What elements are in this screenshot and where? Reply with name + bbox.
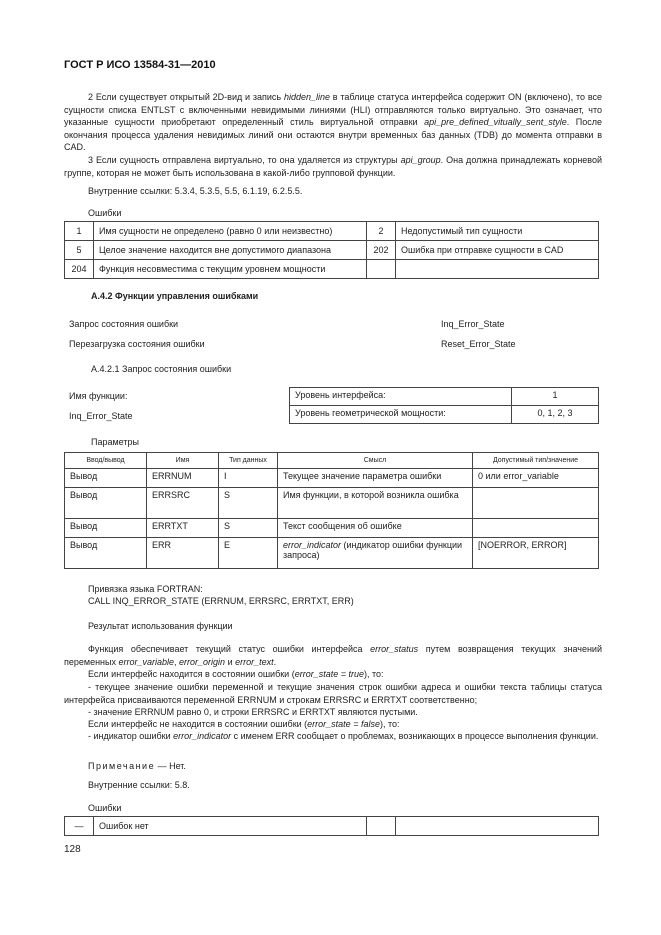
result-para-5: Если интерфейс не находится в состоянии ошибки (error_state = false), то:	[88, 719, 400, 729]
result-para-3: - текущее значение ошибки переменной и текущие значения строк ошибки адреса и ошибки текста таблицы статуса интерфейса присваиваются переменной ERRNUM и строкам ERRSRC и ERRTXT соответственно;	[64, 682, 602, 705]
table-row: 1 Имя сущности не определено (равно 0 или неизвестно) 2 Недопустимый тип сущности	[65, 222, 599, 241]
func-name-value: Inq_Error_State	[69, 411, 133, 421]
table-header-row: Ввод/вывод Имя Тип данных Смысл Допустимый тип/значение	[65, 453, 599, 469]
fortran-binding-label: Привязка языка FORTRAN:	[88, 584, 203, 594]
fortran-call: CALL INQ_ERROR_STATE (ERRNUM, ERRSRC, ERRTXT, ERR)	[88, 596, 354, 606]
section-title: А.4.2 Функции управления ошибками	[91, 291, 259, 301]
table-row: Вывод ERR E error_indicator (индикатор ошибки функции запроса) [NOERROR, ERROR]	[65, 538, 599, 569]
params-label: Параметры	[91, 437, 139, 447]
function-name-2: Перезагрузка состояния ошибки	[69, 339, 205, 349]
function-name-1: Запрос состояния ошибки	[69, 319, 179, 329]
result-para-6: - индикатор ошибки error_indicator с именем ERR сообщает о проблемах, возникающих в процессе выполнения функции.	[88, 731, 599, 741]
errors-table-2	[64, 816, 599, 836]
table-row: Вывод ERRNUM I Текущее значение параметра ошибки 0 или error_variable	[65, 469, 599, 488]
result-para-2: Если интерфейс находится в состоянии ошибки (error_state = true), то:	[88, 669, 384, 679]
internal-refs-1: Внутренние ссылки: 5.3.4, 5.3.5, 5.5, 6.1.19, 6.2.5.5.	[88, 186, 303, 196]
table-row: — Ошибок нет	[65, 817, 599, 836]
table-row: Уровень геометрической мощности: 0, 1, 2, 3	[290, 406, 599, 424]
table-row: 204 Функция несовместима с текущим уровнем мощности	[65, 260, 599, 279]
document-header: ГОСТ Р ИСО 13584-31—2010	[64, 59, 216, 71]
internal-refs-2: Внутренние ссылки: 5.8.	[88, 780, 190, 790]
result-para-1: Функция обеспечивает текущий статус ошибки интерфейса error_status путем возвращения текущих значений переменных error_variable, error_origin и error_text.	[64, 644, 602, 667]
result-para-4: - значение ERRNUM равно 0, и строки ERRSRC и ERRTXT являются пустыми.	[88, 707, 418, 717]
function-id-1: Inq_Error_State	[441, 319, 505, 329]
paragraph-2: 2 Если существует открытый 2D-вид и запись hidden_line в таблице статуса интерфейса содержит ON (включено), то все сущности списка ENTLST с включенными невидимыми линиями (HLI) отправляются только виртуально. Это означает, что указанные сущности приобретают определенный стиль виртуальной отправки api_pre_defined_vitually_sent_style. После окончания процесса удаления невидимых линий они остаются внутри временных баз данных (TDB) до момента отправки в CAD.	[64, 92, 603, 153]
errors-label-2: Ошибки	[88, 803, 122, 813]
levels-table	[289, 387, 599, 424]
errors-label-1: Ошибки	[88, 208, 122, 218]
subsection-title: А.4.2.1 Запрос состояния ошибки	[91, 364, 232, 374]
table-row: 5 Целое значение находится вне допустимого диапазона 202 Ошибка при отправке сущности в CAD	[65, 241, 599, 260]
page-number: 128	[64, 844, 81, 855]
func-name-label: Имя функции:	[69, 391, 128, 401]
table-row: Уровень интерфейса: 1	[290, 388, 599, 406]
table-row: Вывод ERRTXT S Текст сообщения об ошибке	[65, 519, 599, 538]
errors-table-1	[64, 221, 599, 279]
paragraph-3: 3 Если сущность отправлена виртуально, то она удаляется из структуры api_group. Она должна принадлежать корневой группе, которая не может быть использована в какой-либо групповой функции.	[64, 155, 603, 178]
function-id-2: Reset_Error_State	[441, 339, 516, 349]
table-row: Вывод ERRSRC S Имя функции, в которой возникла ошибка	[65, 488, 599, 519]
params-table	[64, 452, 599, 569]
note: Примечание — Нет.	[88, 761, 186, 771]
result-label: Результат использования функции	[88, 621, 233, 631]
